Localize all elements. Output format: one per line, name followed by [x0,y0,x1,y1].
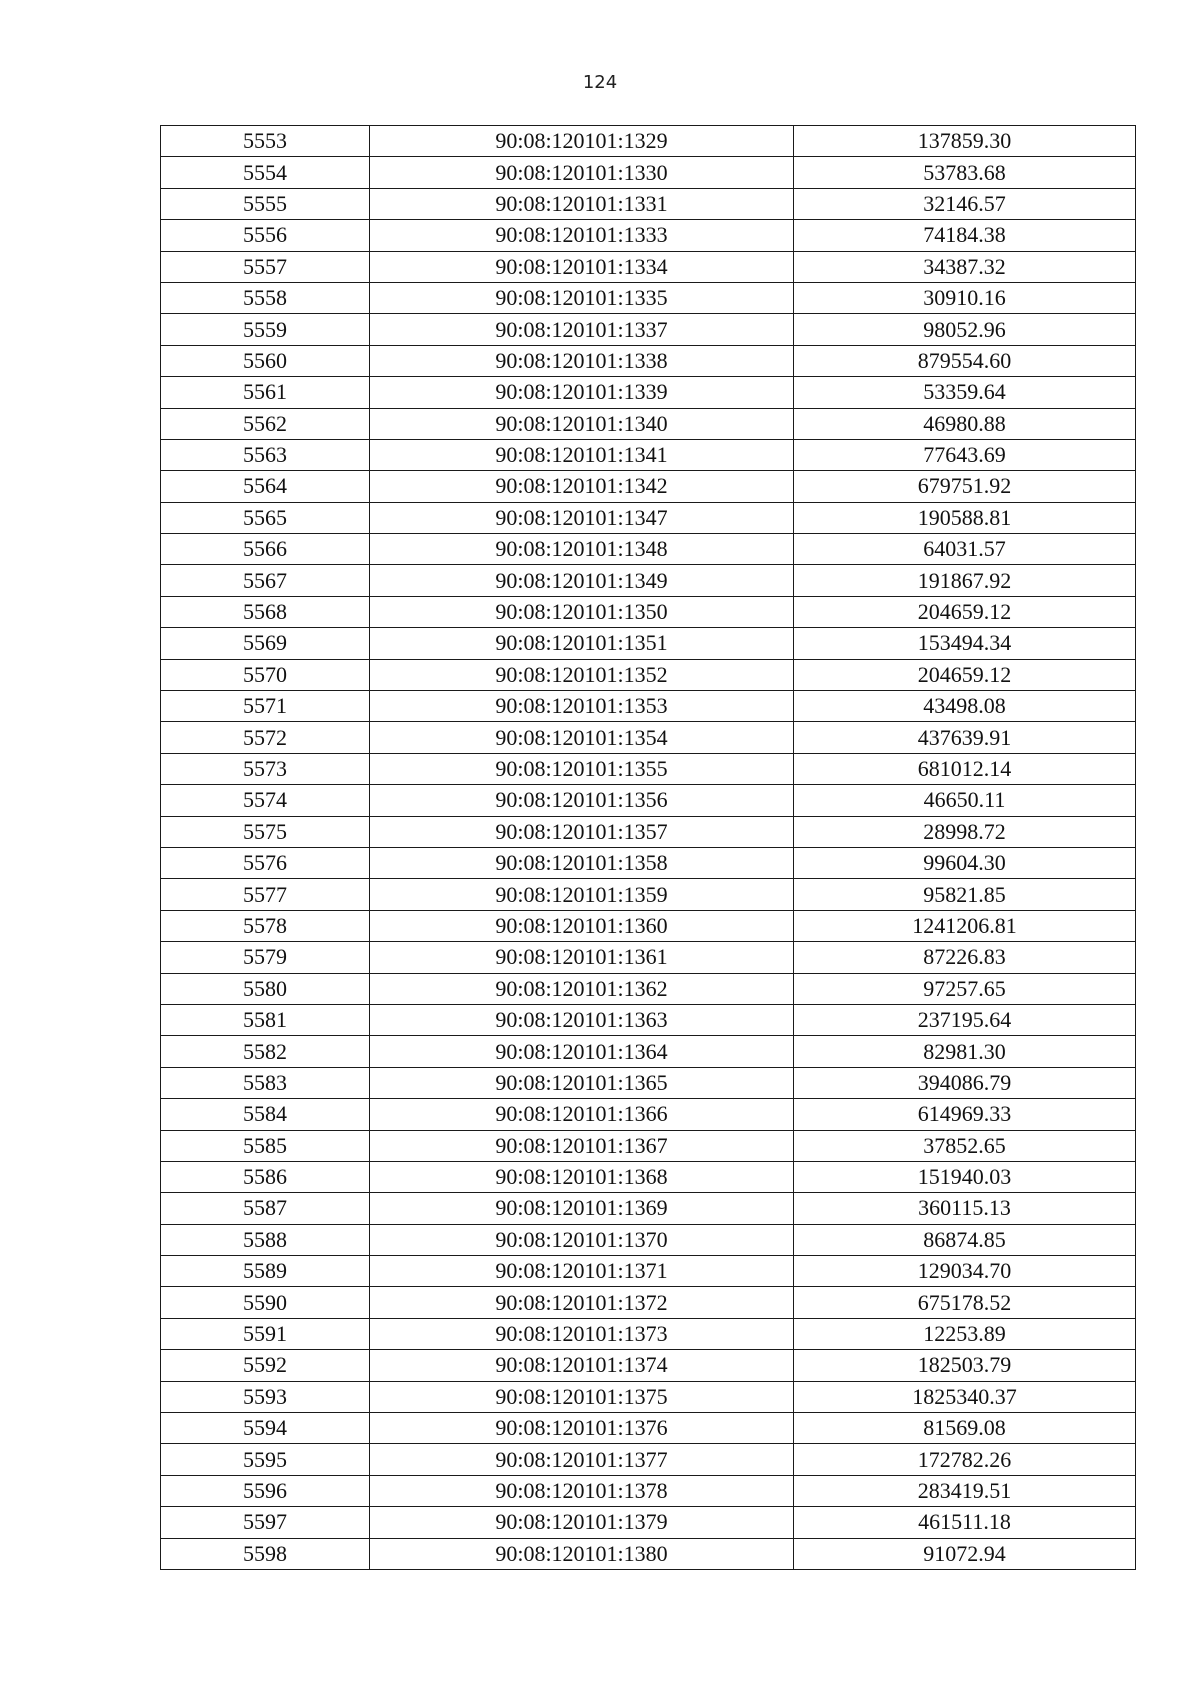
data-table [160,125,1136,1570]
row-number-cell: 5596 [161,1475,370,1506]
table-row [161,314,1136,345]
value-cell: 681012.14 [794,753,1136,784]
cadastral-number-cell: 90:08:120101:1331 [370,188,794,219]
row-number-cell: 5576 [161,847,370,878]
value-cell: 77643.69 [794,439,1136,470]
row-number-cell: 5578 [161,910,370,941]
row-number-cell: 5566 [161,534,370,565]
cadastral-number-cell: 90:08:120101:1356 [370,785,794,816]
value-cell: 204659.12 [794,659,1136,690]
row-number-cell: 5597 [161,1507,370,1538]
row-number-cell: 5565 [161,502,370,533]
value-cell: 172782.26 [794,1444,1136,1475]
row-number-cell: 5580 [161,973,370,1004]
value-cell: 614969.33 [794,1099,1136,1130]
cadastral-number-cell: 90:08:120101:1368 [370,1161,794,1192]
table-row [161,220,1136,251]
cadastral-number-cell: 90:08:120101:1355 [370,753,794,784]
row-number-cell: 5561 [161,377,370,408]
table-row [161,596,1136,627]
table-row [161,1318,1136,1349]
table-row [161,377,1136,408]
cadastral-number-cell: 90:08:120101:1366 [370,1099,794,1130]
value-cell: 86874.85 [794,1224,1136,1255]
row-number-cell: 5573 [161,753,370,784]
cadastral-number-cell: 90:08:120101:1333 [370,220,794,251]
row-number-cell: 5584 [161,1099,370,1130]
cadastral-number-cell: 90:08:120101:1330 [370,157,794,188]
value-cell: 43498.08 [794,691,1136,722]
row-number-cell: 5570 [161,659,370,690]
cadastral-number-cell: 90:08:120101:1357 [370,816,794,847]
cadastral-number-cell: 90:08:120101:1371 [370,1256,794,1287]
cadastral-number-cell: 90:08:120101:1352 [370,659,794,690]
row-number-cell: 5587 [161,1193,370,1224]
value-cell: 191867.92 [794,565,1136,596]
value-cell: 28998.72 [794,816,1136,847]
cadastral-number-cell: 90:08:120101:1373 [370,1318,794,1349]
table-row [161,1538,1136,1569]
table-row [161,973,1136,1004]
row-number-cell: 5598 [161,1538,370,1569]
cadastral-number-cell: 90:08:120101:1350 [370,596,794,627]
cadastral-number-cell: 90:08:120101:1349 [370,565,794,596]
table-row [161,1036,1136,1067]
value-cell: 679751.92 [794,471,1136,502]
cadastral-number-cell: 90:08:120101:1362 [370,973,794,1004]
table-row [161,1099,1136,1130]
row-number-cell: 5564 [161,471,370,502]
cadastral-number-cell: 90:08:120101:1353 [370,691,794,722]
value-cell: 74184.38 [794,220,1136,251]
value-cell: 129034.70 [794,1256,1136,1287]
row-number-cell: 5568 [161,596,370,627]
value-cell: 675178.52 [794,1287,1136,1318]
table-row [161,691,1136,722]
value-cell: 99604.30 [794,847,1136,878]
row-number-cell: 5589 [161,1256,370,1287]
value-cell: 97257.65 [794,973,1136,1004]
row-number-cell: 5590 [161,1287,370,1318]
row-number-cell: 5563 [161,439,370,470]
cadastral-number-cell: 90:08:120101:1342 [370,471,794,502]
row-number-cell: 5558 [161,282,370,313]
row-number-cell: 5586 [161,1161,370,1192]
value-cell: 34387.32 [794,251,1136,282]
value-cell: 91072.94 [794,1538,1136,1569]
value-cell: 879554.60 [794,345,1136,376]
value-cell: 37852.65 [794,1130,1136,1161]
cadastral-number-cell: 90:08:120101:1375 [370,1381,794,1412]
cadastral-number-cell: 90:08:120101:1351 [370,628,794,659]
row-number-cell: 5585 [161,1130,370,1161]
row-number-cell: 5574 [161,785,370,816]
row-number-cell: 5593 [161,1381,370,1412]
value-cell: 46980.88 [794,408,1136,439]
row-number-cell: 5562 [161,408,370,439]
row-number-cell: 5567 [161,565,370,596]
cadastral-number-cell: 90:08:120101:1374 [370,1350,794,1381]
value-cell: 53359.64 [794,377,1136,408]
table-row [161,1193,1136,1224]
cadastral-number-cell: 90:08:120101:1360 [370,910,794,941]
row-number-cell: 5569 [161,628,370,659]
row-number-cell: 5581 [161,1004,370,1035]
row-number-cell: 5588 [161,1224,370,1255]
value-cell: 1825340.37 [794,1381,1136,1412]
cadastral-number-cell: 90:08:120101:1337 [370,314,794,345]
table-row [161,408,1136,439]
row-number-cell: 5557 [161,251,370,282]
row-number-cell: 5591 [161,1318,370,1349]
table-row [161,1256,1136,1287]
value-cell: 137859.30 [794,126,1136,157]
value-cell: 1241206.81 [794,910,1136,941]
table-row [161,345,1136,376]
value-cell: 360115.13 [794,1193,1136,1224]
table-row [161,1413,1136,1444]
table-row [161,157,1136,188]
table-row [161,942,1136,973]
table-row [161,1350,1136,1381]
table-body [161,126,1136,1570]
cadastral-number-cell: 90:08:120101:1363 [370,1004,794,1035]
row-number-cell: 5577 [161,879,370,910]
cadastral-number-cell: 90:08:120101:1380 [370,1538,794,1569]
value-cell: 237195.64 [794,1004,1136,1035]
cadastral-number-cell: 90:08:120101:1335 [370,282,794,313]
value-cell: 87226.83 [794,942,1136,973]
row-number-cell: 5556 [161,220,370,251]
row-number-cell: 5553 [161,126,370,157]
value-cell: 53783.68 [794,157,1136,188]
row-number-cell: 5595 [161,1444,370,1475]
value-cell: 153494.34 [794,628,1136,659]
table-row [161,1475,1136,1506]
cadastral-number-cell: 90:08:120101:1361 [370,942,794,973]
cadastral-number-cell: 90:08:120101:1378 [370,1475,794,1506]
cadastral-number-cell: 90:08:120101:1348 [370,534,794,565]
table-row [161,1161,1136,1192]
table-row [161,1067,1136,1098]
row-number-cell: 5583 [161,1067,370,1098]
cadastral-number-cell: 90:08:120101:1347 [370,502,794,533]
table-row [161,565,1136,596]
table-row [161,251,1136,282]
table-row [161,126,1136,157]
value-cell: 182503.79 [794,1350,1136,1381]
cadastral-number-cell: 90:08:120101:1376 [370,1413,794,1444]
value-cell: 12253.89 [794,1318,1136,1349]
table-row [161,816,1136,847]
cadastral-number-cell: 90:08:120101:1334 [370,251,794,282]
cadastral-number-cell: 90:08:120101:1365 [370,1067,794,1098]
cadastral-number-cell: 90:08:120101:1338 [370,345,794,376]
value-cell: 46650.11 [794,785,1136,816]
value-cell: 437639.91 [794,722,1136,753]
table-row [161,188,1136,219]
table-row [161,1507,1136,1538]
value-cell: 190588.81 [794,502,1136,533]
page-number: 124 [582,72,618,93]
row-number-cell: 5571 [161,691,370,722]
table-row [161,502,1136,533]
table-row [161,1444,1136,1475]
row-number-cell: 5582 [161,1036,370,1067]
cadastral-number-cell: 90:08:120101:1369 [370,1193,794,1224]
value-cell: 30910.16 [794,282,1136,313]
cadastral-number-cell: 90:08:120101:1341 [370,439,794,470]
table-row [161,1004,1136,1035]
table-row [161,785,1136,816]
row-number-cell: 5594 [161,1413,370,1444]
table-row [161,910,1136,941]
table-row [161,471,1136,502]
value-cell: 81569.08 [794,1413,1136,1444]
cadastral-number-cell: 90:08:120101:1339 [370,377,794,408]
row-number-cell: 5592 [161,1350,370,1381]
row-number-cell: 5559 [161,314,370,345]
cadastral-number-cell: 90:08:120101:1377 [370,1444,794,1475]
table-row [161,722,1136,753]
value-cell: 283419.51 [794,1475,1136,1506]
value-cell: 82981.30 [794,1036,1136,1067]
cadastral-number-cell: 90:08:120101:1340 [370,408,794,439]
value-cell: 394086.79 [794,1067,1136,1098]
value-cell: 32146.57 [794,188,1136,219]
value-cell: 95821.85 [794,879,1136,910]
table-row [161,1381,1136,1412]
value-cell: 98052.96 [794,314,1136,345]
table-row [161,1130,1136,1161]
table-row [161,282,1136,313]
cadastral-number-cell: 90:08:120101:1354 [370,722,794,753]
table-row [161,1224,1136,1255]
cadastral-number-cell: 90:08:120101:1379 [370,1507,794,1538]
row-number-cell: 5560 [161,345,370,376]
value-cell: 461511.18 [794,1507,1136,1538]
cadastral-number-cell: 90:08:120101:1370 [370,1224,794,1255]
cadastral-number-cell: 90:08:120101:1367 [370,1130,794,1161]
table-row [161,753,1136,784]
value-cell: 64031.57 [794,534,1136,565]
value-cell: 151940.03 [794,1161,1136,1192]
table-row [161,1287,1136,1318]
row-number-cell: 5555 [161,188,370,219]
row-number-cell: 5579 [161,942,370,973]
cadastral-number-cell: 90:08:120101:1372 [370,1287,794,1318]
row-number-cell: 5554 [161,157,370,188]
table-row [161,659,1136,690]
row-number-cell: 5572 [161,722,370,753]
cadastral-number-cell: 90:08:120101:1359 [370,879,794,910]
value-cell: 204659.12 [794,596,1136,627]
row-number-cell: 5575 [161,816,370,847]
cadastral-number-cell: 90:08:120101:1364 [370,1036,794,1067]
table-row [161,847,1136,878]
table-row [161,879,1136,910]
table-row [161,439,1136,470]
cadastral-number-cell: 90:08:120101:1358 [370,847,794,878]
cadastral-number-cell: 90:08:120101:1329 [370,126,794,157]
table-row [161,628,1136,659]
table-row [161,534,1136,565]
